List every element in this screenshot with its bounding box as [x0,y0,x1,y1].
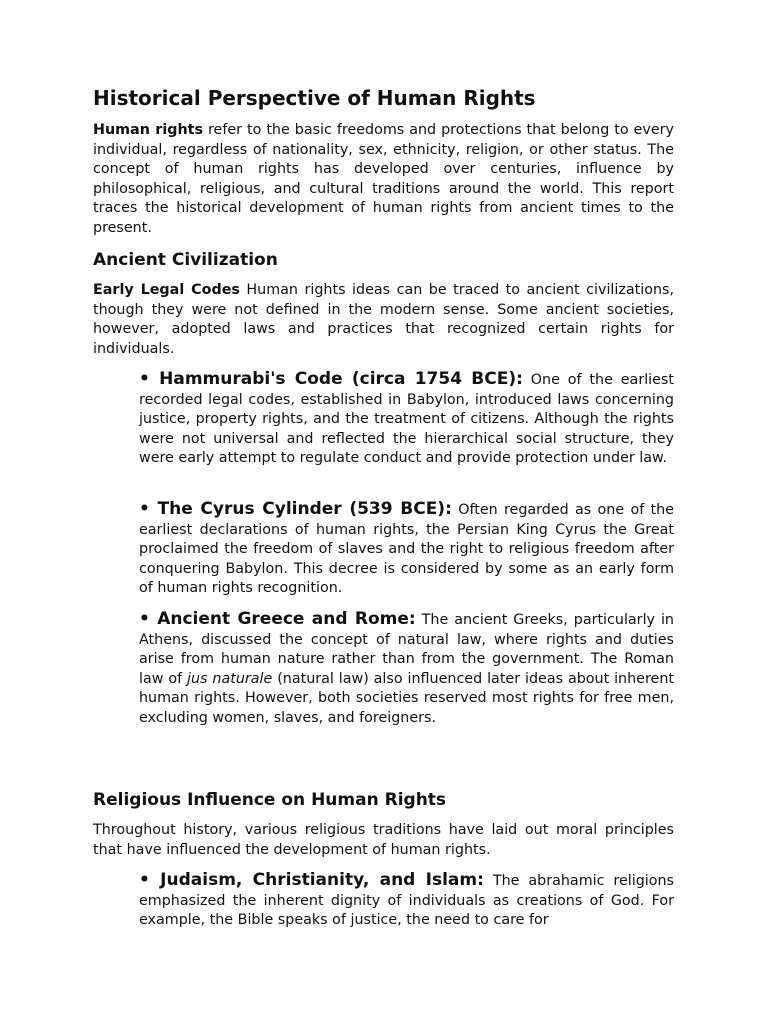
bullet-cyrus-text: Often regarded as one of the earliest declarations of human rights, the Persian King Cyrus the Great proclaimed the freedom of slaves and the right to religious freedom after conquering Babylon. This decree is considered by some as an early form of human rights recognition. [139,502,674,597]
religious-paragraph: Throughout history, various religious traditions have laid out moral principles that have influenced the development of human rights. [93,822,674,858]
bullet-hammurabi-text: One of the earliest recorded legal codes, established in Babylon, introduced laws concerning justice, property rights, and the treatment of citizens. Although the rights were not universal and reflected the hierarchical social structure, they were early attempt to regulate conduct and provide protection under law. [139,372,674,467]
bullet-cyrus-head: • The Cyrus Cylinder (539 BCE): [139,499,452,519]
ancient-paragraph [93,281,674,359]
bullet-abrahamic-text: The abrahamic religions emphasized the inherent dignity of individuals as creations of God. For example, the Bible speaks of justice, the need to care for [139,873,674,929]
ancient-text: Human rights ideas can be traced to ancient civilizations, though they were not defined in the modern sense. Some ancient societies, however, adopted laws and practices that recognized certain rights for individuals. [93,282,675,357]
intro-lead: Human rights [93,122,203,138]
religious-heading: Religious Influence on Human Rights [93,790,447,810]
bullet-cyrus [139,500,674,599]
document-title: Historical Perspective of Human Rights [93,86,536,110]
bullet-greece-rome [139,610,674,729]
intro-text: refer to the basic freedoms and protections that belong to every individual, regardless of nationality, sex, ethnicity, religion, or other status. The concept of human rights has developed over centuries, influence by philosophical, religious, and cultural traditions around the world. This report traces the historical development of human rights from ancient times to the present. [93,122,674,236]
intro-paragraph [93,121,674,239]
bullet-greece-rome-italic: jus naturale [187,670,273,687]
bullet-greece-rome-text-a: The ancient Greeks, particularly in Athens, discussed the concept of natural law, where rights and duties arise from human nature rather than from the government. The Roman law of [139,612,674,687]
ancient-heading: Ancient Civilization [93,250,278,270]
bullet-greece-rome-text-b: (natural law) also influenced later ideas about inherent human rights. However, both societies reserved most rights for free men, excluding women, slaves, and foreigners. [139,670,675,726]
bullet-hammurabi [139,370,674,469]
bullet-abrahamic-head: • Judaism, Christianity, and Islam: [139,870,484,890]
ancient-lead: Early Legal Codes [93,282,240,298]
bullet-greece-rome-head: • Ancient Greece and Rome: [139,609,416,629]
bullet-abrahamic [139,871,674,931]
bullet-hammurabi-head: • Hammurabi's Code (circa 1754 BCE): [139,369,523,389]
